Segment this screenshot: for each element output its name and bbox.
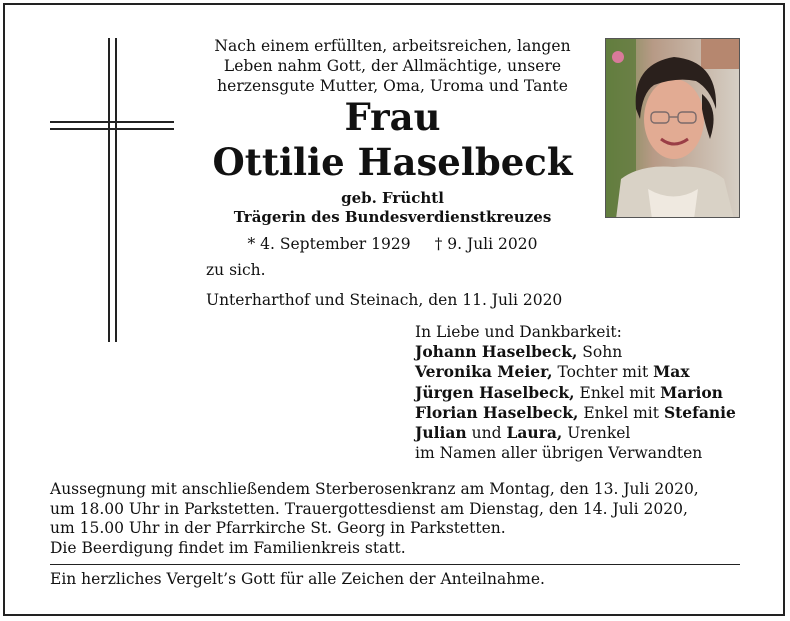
mourners-heading: In Liebe und Dankbarkeit: [415, 323, 622, 341]
intro-line: Leben nahm Gott, der Allmächtige, unsere [223, 57, 562, 75]
mourners-block [415, 322, 745, 463]
birth-date: * 4. September 1929 [247, 235, 411, 253]
mourner-row: Johann Haselbeck, Sohn [415, 342, 623, 362]
death-date: † 9. Juli 2020 [434, 235, 538, 253]
closing-phrase: zu sich. [206, 261, 266, 279]
divider [50, 564, 740, 565]
mourner-row: Florian Haselbeck, Enkel mit Stefanie [415, 402, 736, 422]
intro-line: herzensgute Mutter, Oma, Uroma und Tante [217, 77, 568, 95]
service-line: Aussegnung mit anschließendem Sterberosenkranz am Montag, den 13. Juli 2020, [50, 480, 699, 498]
service-line: um 15.00 Uhr in der Pfarrkirche St. Georg in Parkstetten. [50, 519, 506, 537]
thanks-line: Ein herzliches Vergelt’s Gott für alle Zeichen der Anteilnahme. [50, 570, 545, 588]
service-line: Die Beerdigung findet im Familienkreis statt. [50, 538, 406, 557]
service-line: um 18.00 Uhr in Parkstetten. Trauergottesdienst am Dienstag, den 14. Juli 2020, [50, 499, 688, 518]
intro-line: Nach einem erfüllten, arbeitsreichen, langen [214, 37, 571, 55]
intro-text [205, 36, 580, 96]
place-date: Unterharthof und Steinach, den 11. Juli 2020 [206, 291, 563, 309]
deceased-name: Ottilie Haselbeck [212, 140, 573, 184]
mourner-row: Veronika Meier, Tochter mit Max [415, 362, 690, 382]
salutation: Frau [344, 95, 441, 139]
mourners-footer: im Namen aller übrigen Verwandten [415, 444, 703, 463]
portrait-photo [605, 38, 740, 218]
honor: Trägerin des Bundesverdienstkreuzes [233, 208, 552, 226]
mourner-row: Jürgen Haselbeck, Enkel mit Marion [415, 382, 723, 402]
mourner-row: Julian und Laura, Urenkel [415, 423, 631, 443]
life-dates [205, 234, 580, 254]
service-info [50, 480, 742, 558]
birth-name: geb. Früchtl [341, 189, 444, 207]
